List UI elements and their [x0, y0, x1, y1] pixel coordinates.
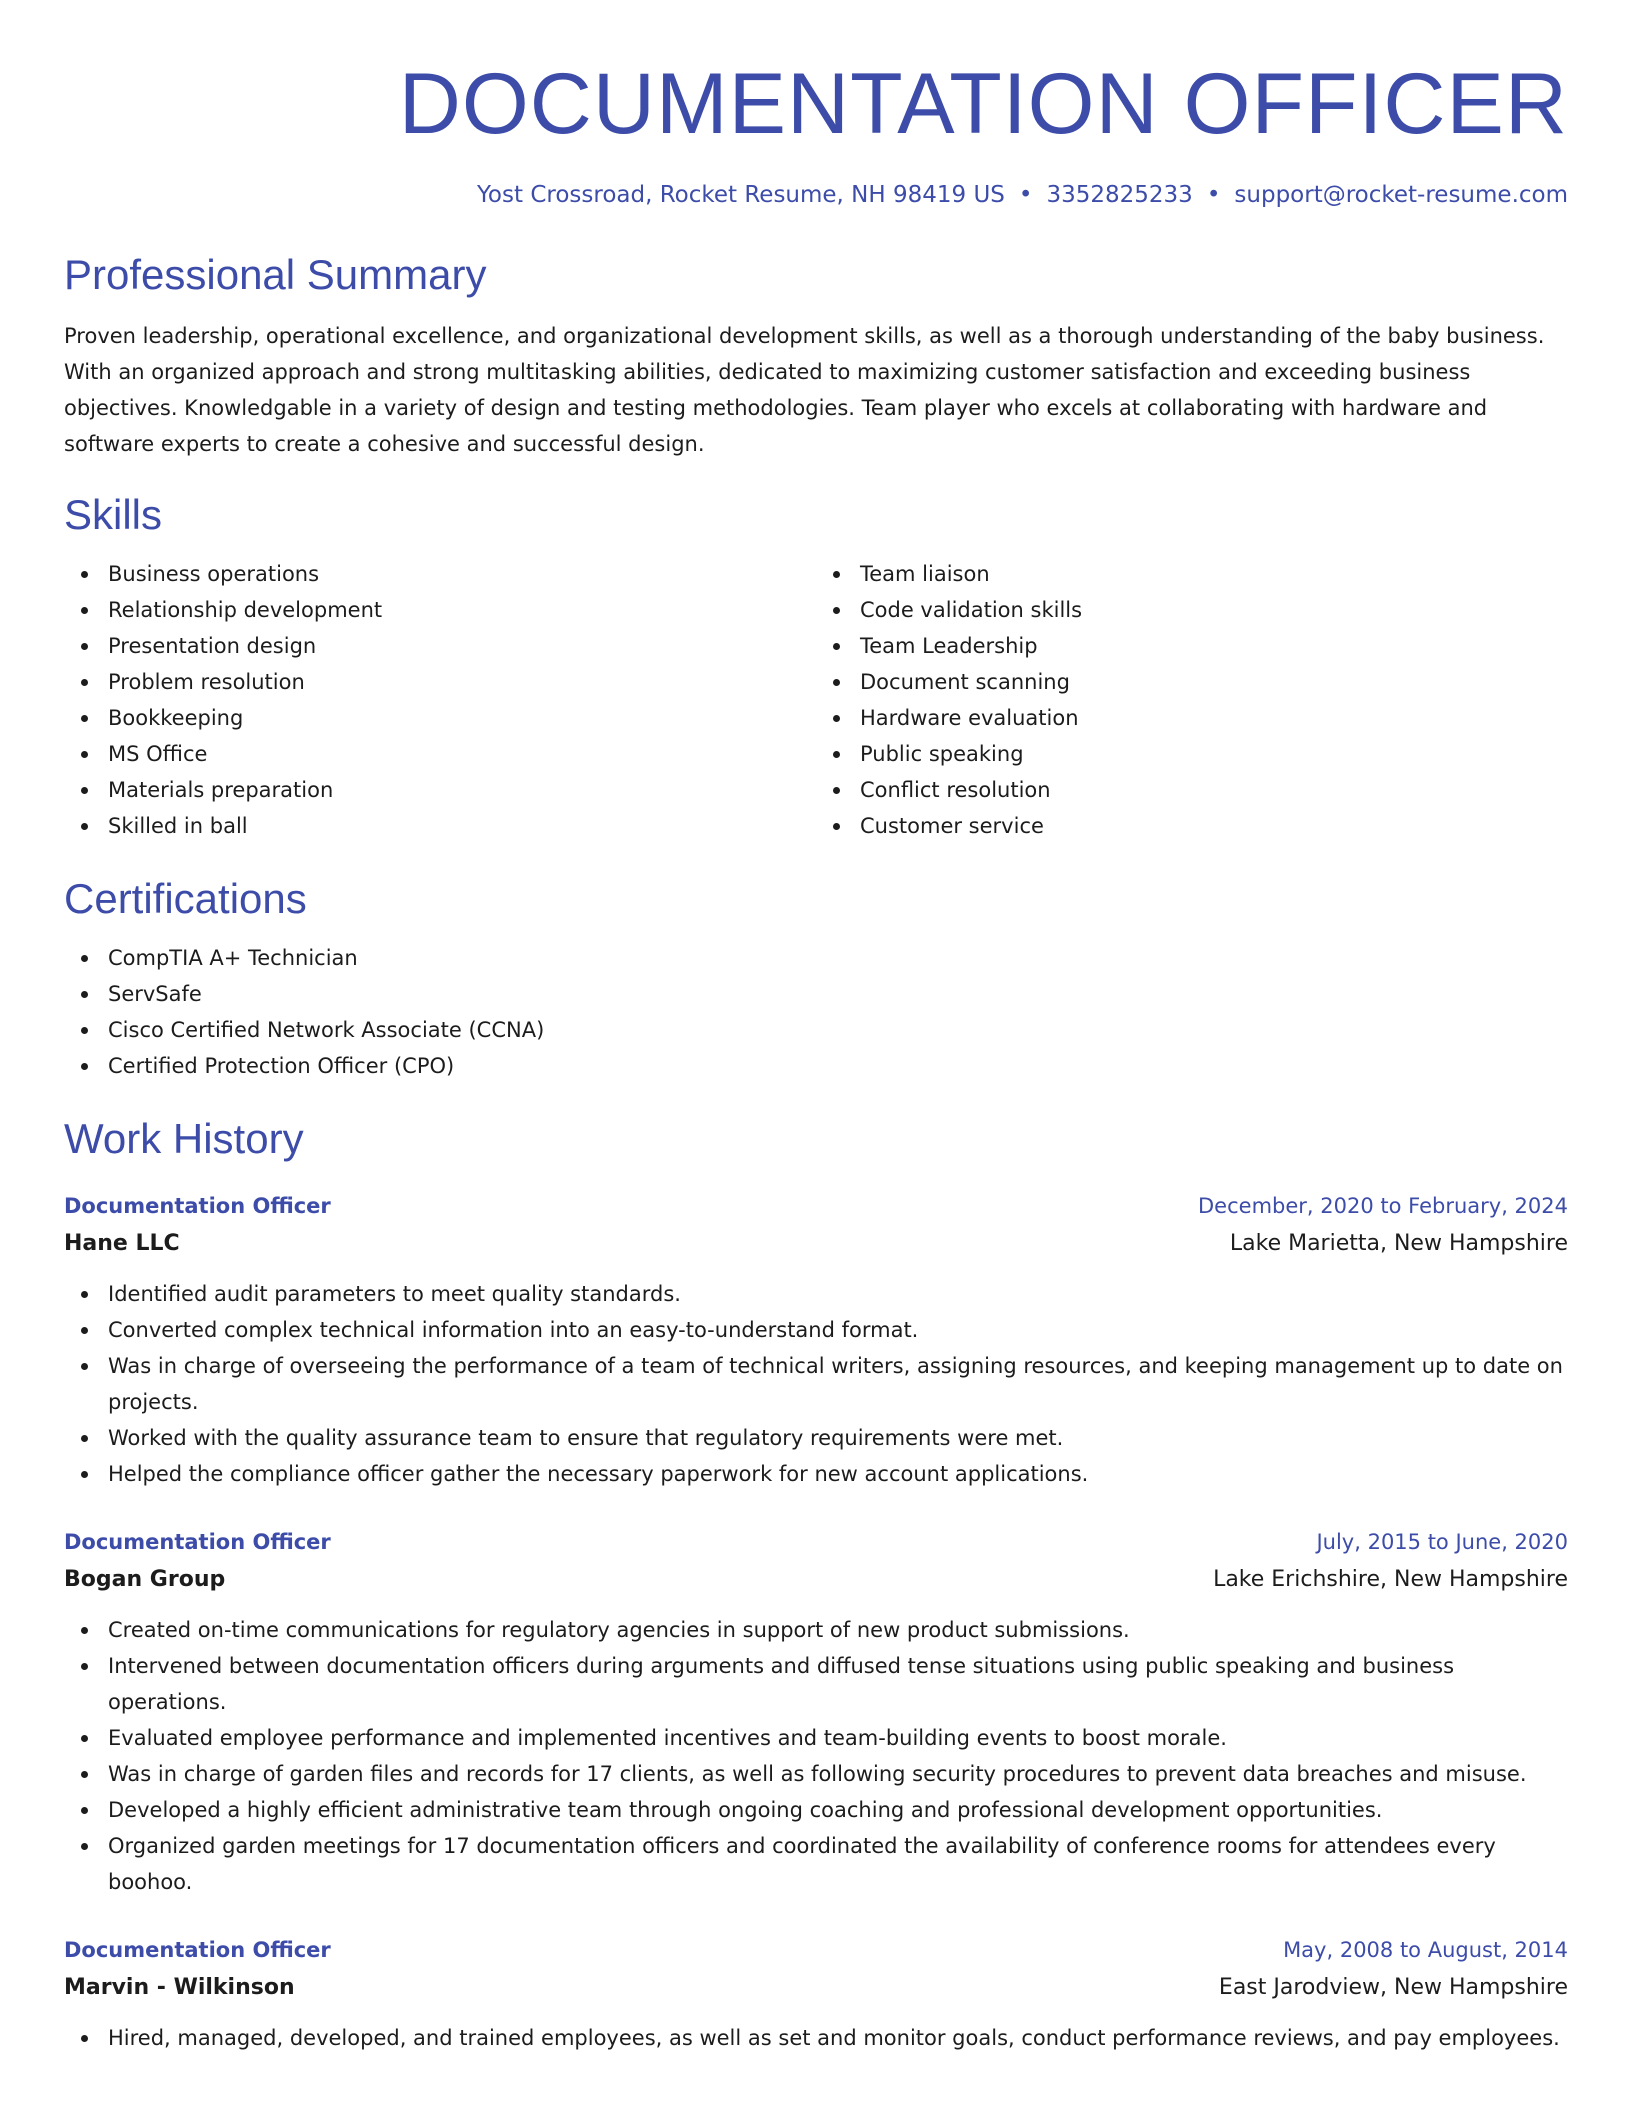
skill-item: Skilled in ball [108, 808, 816, 844]
skills-list-left [64, 556, 816, 844]
job-company-row [64, 1968, 1568, 2008]
contact-separator: • [1018, 182, 1033, 208]
skill-item: Presentation design [108, 628, 816, 664]
job-company-row [64, 1560, 1568, 1600]
skills-heading: Skills [64, 491, 163, 538]
resume-header [64, 0, 1568, 212]
job-entry [64, 1932, 1568, 2056]
skill-item: Public speaking [860, 736, 1568, 772]
certifications-heading: Certifications [64, 875, 307, 922]
contact-email: support@rocket-resume.com [1234, 182, 1568, 208]
job-company-row [64, 1224, 1568, 1264]
job-title: Documentation Officer [64, 1530, 331, 1554]
job-bullet: Worked with the quality assurance team to ensure that regulatory requirements were met. [108, 1420, 1568, 1456]
skills-list-right [816, 556, 1568, 844]
certification-item: Certified Protection Officer (CPO) [108, 1048, 1568, 1084]
work-history-list [64, 1188, 1568, 2056]
skill-item: Conflict resolution [860, 772, 1568, 808]
job-title: Documentation Officer [64, 1938, 331, 1962]
skill-item: MS Office [108, 736, 816, 772]
certification-item: CompTIA A+ Technician [108, 940, 1568, 976]
skill-item: Bookkeeping [108, 700, 816, 736]
job-bullet: Converted complex technical information into an easy-to-understand format. [108, 1312, 1568, 1348]
certification-item: Cisco Certified Network Associate (CCNA) [108, 1012, 1568, 1048]
job-bullet: Hired, managed, developed, and trained employees, as well as set and monitor goals, conduct performance reviews, and pay employees. [108, 2020, 1568, 2056]
skills-columns [64, 556, 1568, 844]
job-bullets [64, 2020, 1568, 2056]
skill-item: Team liaison [860, 556, 1568, 592]
skill-item: Code validation skills [860, 592, 1568, 628]
resume-page [64, 0, 1568, 2056]
job-bullet: Created on-time communications for regulatory agencies in support of new product submissions. [108, 1612, 1568, 1648]
skill-item: Team Leadership [860, 628, 1568, 664]
skill-item: Business operations [108, 556, 816, 592]
certifications-list [64, 940, 1568, 1084]
certification-item: ServSafe [108, 976, 1568, 1012]
job-dates: December, 2020 to February, 2024 [1198, 1194, 1568, 1218]
job-dates: July, 2015 to June, 2020 [1316, 1530, 1568, 1554]
job-bullet: Organized garden meetings for 17 documentation officers and coordinated the availability of conference rooms for attendees every boohoo. [108, 1828, 1568, 1900]
job-company: Hane LLC [64, 1231, 180, 1256]
skill-item: Hardware evaluation [860, 700, 1568, 736]
contact-separator: • [1206, 182, 1221, 208]
job-location: East Jarodview, New Hampshire [1218, 1975, 1568, 2000]
job-bullet: Was in charge of overseeing the performance of a team of technical writers, assigning resources, and keeping management up to date on projects. [108, 1348, 1568, 1420]
job-bullet: Developed a highly efficient administrative team through ongoing coaching and professional development opportunities. [108, 1792, 1568, 1828]
job-bullet: Helped the compliance officer gather the necessary paperwork for new account applications. [108, 1456, 1568, 1492]
summary-text: Proven leadership, operational excellence, and organizational development skills, as well as a thorough understanding of the baby business. With an organized approach and strong multitasking abilities, dedicated to maximizing customer satisfaction and exceeding business objectives. Knowledgable in a variety of design and testing methodologies. Team player who excels at collaborating with hardware and software experts to create a cohesive and successful design. [64, 324, 1545, 456]
job-location: Lake Erichshire, New Hampshire [1213, 1567, 1568, 1592]
job-bullet: Intervened between documentation officers during arguments and diffused tense situations using public speaking and business operations. [108, 1648, 1568, 1720]
contact-address: Yost Crossroad, Rocket Resume, NH 98419 US [476, 182, 1005, 208]
work-history-heading: Work History [64, 1115, 304, 1162]
contact-phone: 3352825233 [1046, 182, 1193, 208]
job-company: Marvin - Wilkinson [64, 1975, 295, 2000]
job-title-row [64, 1524, 1568, 1560]
job-location: Lake Marietta, New Hampshire [1229, 1231, 1568, 1256]
summary-heading: Professional Summary [64, 251, 487, 298]
job-bullets [64, 1276, 1568, 1492]
skill-item: Document scanning [860, 664, 1568, 700]
skill-item: Problem resolution [108, 664, 816, 700]
job-bullets [64, 1612, 1568, 1900]
job-entry [64, 1524, 1568, 1900]
skill-item: Materials preparation [108, 772, 816, 808]
job-company: Bogan Group [64, 1567, 226, 1592]
contact-line [64, 178, 1568, 212]
job-bullet: Identified audit parameters to meet quality standards. [108, 1276, 1568, 1312]
job-title-row [64, 1188, 1568, 1224]
skill-item: Customer service [860, 808, 1568, 844]
resume-name: DOCUMENTATION OFFICER [398, 56, 1568, 152]
job-entry [64, 1188, 1568, 1492]
job-title-row [64, 1932, 1568, 1968]
job-dates: May, 2008 to August, 2014 [1283, 1938, 1568, 1962]
job-bullet: Evaluated employee performance and implemented incentives and team-building events to boost morale. [108, 1720, 1568, 1756]
skill-item: Relationship development [108, 592, 816, 628]
job-title: Documentation Officer [64, 1194, 331, 1218]
job-bullet: Was in charge of garden files and records for 17 clients, as well as following security procedures to prevent data breaches and misuse. [108, 1756, 1568, 1792]
